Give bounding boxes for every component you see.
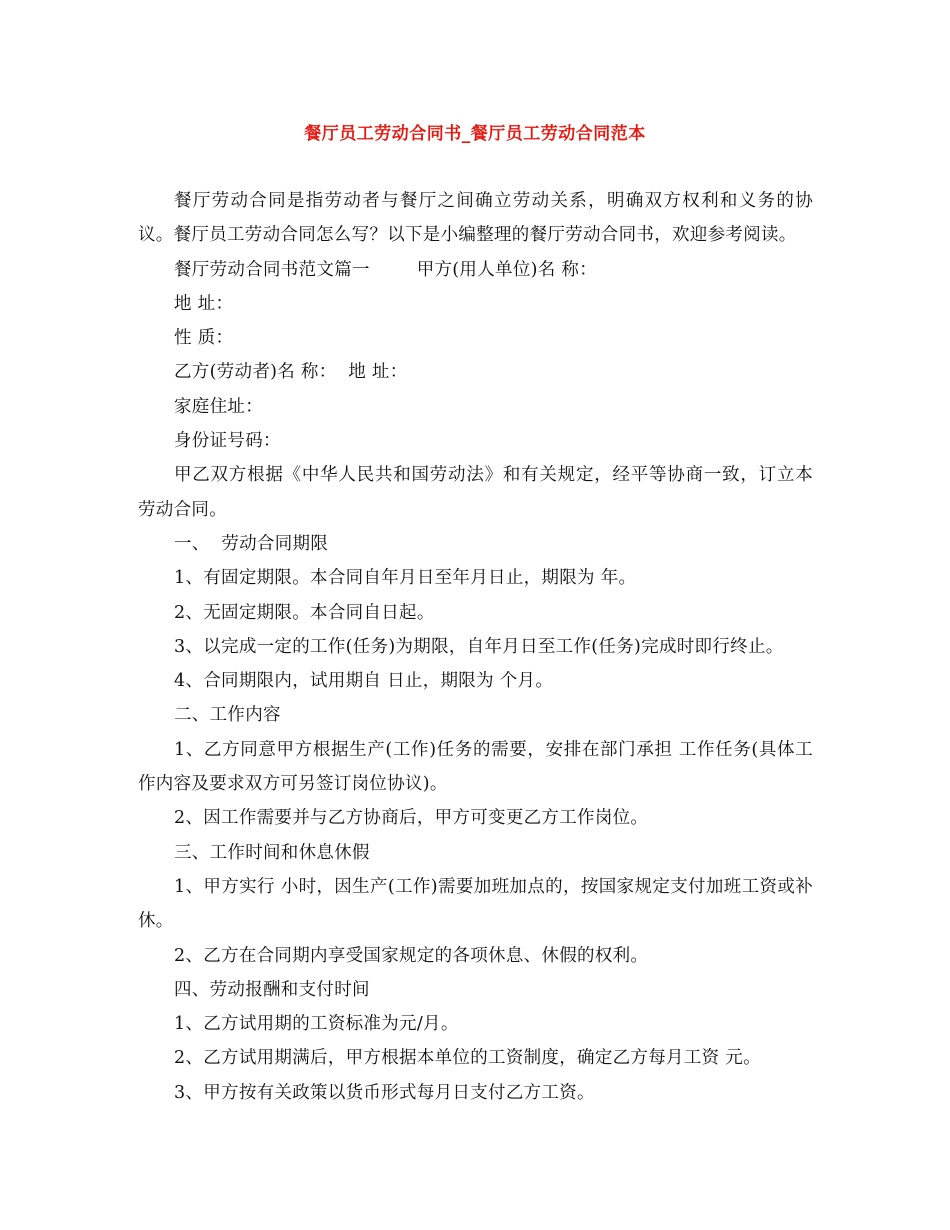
paragraph-home-address: 家庭住址： (174, 396, 263, 417)
heading-remuneration: 四、劳动报酬和支付时间 (174, 979, 370, 1000)
heading-contract-term: 一、 劳动合同期限 (174, 533, 329, 554)
heading-work-content: 二、工作内容 (174, 705, 281, 726)
clause-1-2: 2、无固定期限。本合同自日起。 (174, 602, 435, 623)
document-body (138, 184, 813, 1110)
paragraph-party-a-address: 地 址： (174, 293, 234, 314)
paragraph-id-number: 身份证号码： (174, 431, 281, 452)
heading-work-hours: 三、工作时间和休息休假 (174, 842, 370, 863)
paragraph-intro: 餐厅劳动合同是指劳动者与餐厅之间确立劳动关系，明确双方权利和义务的协议。餐厅员工劳动合同怎么写？以下是小编整理的餐厅劳动合同书，欢迎参考阅读。 (138, 191, 813, 246)
clause-4-1: 1、乙方试用期的工资标准为元/月。 (174, 1014, 459, 1035)
clause-4-3: 3、甲方按有关政策以货币形式每月日支付乙方工资。 (174, 1082, 595, 1103)
paragraph-party-a-name: 餐厅劳动合同书范文篇一 甲方(用人单位)名 称： (174, 259, 598, 280)
clause-1-3: 3、以完成一定的工作(任务)为期限，自年月日至工作(任务)完成时即行终止。 (174, 636, 784, 657)
clause-3-1: 1、甲方实行 小时，因生产(工作)需要加班加点的，按国家规定支付加班工资或补休。 (138, 876, 813, 932)
clause-4-2: 2、乙方试用期满后，甲方根据本单位的工资制度，确定乙方每月工资 元。 (174, 1048, 761, 1069)
clause-1-4: 4、合同期限内，试用期自 日止，期限为 个月。 (174, 671, 554, 692)
paragraph-party-b-name: 乙方(劳动者)名 称： 地 址： (174, 362, 408, 383)
clause-1-1: 1、有固定期限。本合同自年月日至年月日止，期限为 年。 (174, 568, 637, 589)
clause-2-2: 2、因工作需要并与乙方协商后，甲方可变更乙方工作岗位。 (174, 808, 649, 829)
clause-2-1: 1、乙方同意甲方根据生产(工作)任务的需要，安排在部门承担 工作任务(具体工作内容及要求双方可另签订岗位协议)。 (138, 739, 813, 795)
clause-3-2: 2、乙方在合同期内享受国家规定的各项休息、休假的权利。 (174, 945, 649, 966)
document-title: 餐厅员工劳动合同书_餐厅员工劳动合同范本 (304, 124, 646, 144)
paragraph-party-a-nature: 性 质： (174, 328, 234, 349)
paragraph-agreement: 甲乙双方根据《中华人民共和国劳动法》和有关规定，经平等协商一致，订立本劳动合同。 (138, 465, 813, 520)
